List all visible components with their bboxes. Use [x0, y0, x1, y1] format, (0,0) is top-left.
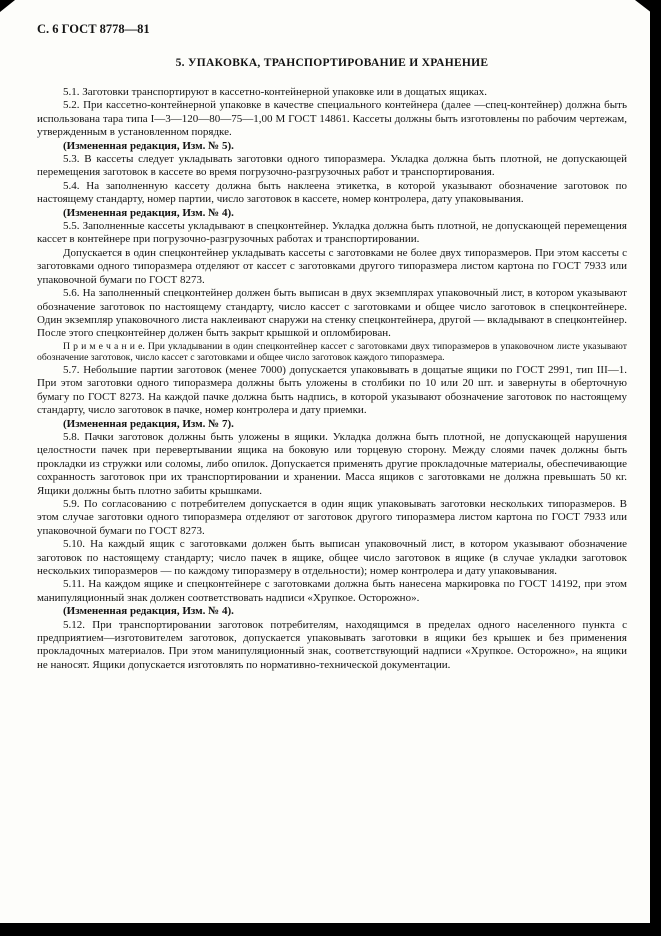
paragraph: П р и м е ч а н и е. При укладывании в один спецконтейнер кассет с заготовками двух типоразмеров в упаковочном листе указывают обозначение заготовок, число кассет с заготовками и общее число заготовок каждого типоразмера.: [37, 340, 627, 364]
page-header: С. 6 ГОСТ 8778—81: [37, 22, 150, 36]
paragraph: 5.6. На заполненный спецконтейнер должен быть выписан в двух экземплярах упаковочный лист, в котором указывают обозначение заготовок по настоящему стандарту, число кассет с заготовками и общее число заготовок в спецконтейнере. Один экземпляр упаковочного листа наклеивают снаружи на стенку спецконтейнера, другой — вкладывают в спецконтейнер. После этого спецконтейнер должен быть закрыт крышкой и опломбирован.: [37, 287, 628, 340]
paragraph: 5.9. По согласованию с потребителем допускается в один ящик упаковывать заготовки нескольких типоразмеров. В этом случае заготовки одного типоразмера отделяют от заготовок другого типоразмера листом картона по ГОСТ 7933 или упаковочной бумаги по ГОСТ 8273.: [37, 497, 627, 537]
scan-artifact-right-edge: [650, 0, 661, 936]
paragraph: 5.10. На каждый ящик с заготовками должен быть выписан упаковочный лист, в котором указывают обозначение заготовок по настоящему стандарту; число пачек в ящике, общее число заготовок в ящике (в случае укладки заготовок нескольких типоразмеров — по каждому типоразмеру в отдельности); номер контролера и дату упаковывания.: [37, 538, 627, 577]
paragraph: Допускается в один спецконтейнер укладывать кассеты с заготовками не более двух типоразмеров. При этом кассеты с заготовками одного типоразмера отделяют от кассет с заготовками другого типоразмера листом картона по ГОСТ 7933 или упаковочной бумаги по ГОСТ 8273.: [37, 246, 627, 286]
paragraph: 5.1. Заготовки транспортируют в кассетно-контейнерной упаковке или в дощатых ящиках.: [63, 86, 488, 98]
paragraph: 5.3. В кассеты следует укладывать заготовки одного типоразмера. Укладка должна быть плотной, не допускающей перемещения заготовок в кассете во время погрузочно-разгрузочных работ и транспортирования.: [37, 153, 627, 179]
paragraph: 5.8. Пачки заготовок должны быть уложены в ящики. Укладка должна быть плотной, не допускающей нарушения целостности пачек при перевертывании ящика на боковую или торцевую сторону. Между слоями пачек должны быть прокладки из стружки или соломы, либо опилок. Допускается применять другие прокладочные материалы, обеспечивающие сохранность заготовок при их транспортировании и хранении. Масса ящиков с заготовками не должна превышать 50 кг. Ящики должны быть плотно забиты крышками.: [37, 430, 627, 497]
scan-artifact-bottom-edge: [0, 923, 661, 936]
page-content: [37, 22, 627, 672]
paragraph: 5.4. На заполненную кассету должна быть наклеена этикетка, в которой указывают обозначение заготовок по настоящему стандарту, номер партии, число заготовок в кассете, номер контролера, дату упаковывания.: [37, 179, 627, 206]
scan-artifact-corner-top-left: [0, 0, 15, 12]
paragraph: 5.12. При транспортировании заготовок потребителям, находящимся в пределах одного населенного пункта с предприятием—изготовителем заготовок, допускается упаковывать заготовки в ящики без крышек и без применения прокладочных материалов. При этом манипуляционный знак, соответствующий надписи «Хрупкое. Осторожно», на ящики не наносят. Ящики допускается изготовлять по нормативно-технической документации.: [37, 618, 627, 671]
paragraph: (Измененная редакция, Изм. № 4).: [63, 206, 234, 219]
paragraph: 5.5. Заполненные кассеты укладывают в спецконтейнер. Укладка должна быть плотной, не допускающей перемещения кассет в контейнере при погрузочно-разгрузочных работах и транспортировании.: [37, 220, 627, 246]
paragraph: 5.7. Небольшие партии заготовок (менее 7000) допускается упаковывать в дощатые ящики по ГОСТ 2991, тип III—1. При этом заготовки одного типоразмера должны быть уложены в столбики по 10 или 20 шт. и завернуты в оберточную бумагу по ГОСТ 8273. На каждой пачке должна быть надпись, в которой указывают обозначение заготовок по настоящему стандарту, число заготовок в пачке, номер контролера и дату приемки.: [37, 363, 627, 417]
document-body: [37, 86, 627, 672]
paragraph: (Измененная редакция, Изм. № 4).: [63, 605, 234, 618]
section-title: 5. УПАКОВКА, ТРАНСПОРТИРОВАНИЕ И ХРАНЕНИЕ: [175, 57, 489, 69]
paragraph: 5.11. На каждом ящике и спецконтейнере с заготовками должна быть нанесена маркировка по ГОСТ 14192, при этом манипуляционный знак должен соответствовать надписи «Хрупкое. Осторожно».: [37, 578, 627, 604]
paragraph: (Измененная редакция, Изм. № 7).: [63, 417, 234, 430]
paragraph: 5.2. При кассетно-контейнерной упаковке в качестве специального контейнера (далее —спец-контейнер) должна быть использована тара типа I—3—120—80—75—1,00 М ГОСТ 14861. Кассеты должны быть изготовлены по рабочим чертежам, утвержденным в установленном порядке.: [37, 99, 627, 139]
paragraph: (Измененная редакция, Изм. № 5).: [63, 139, 234, 152]
